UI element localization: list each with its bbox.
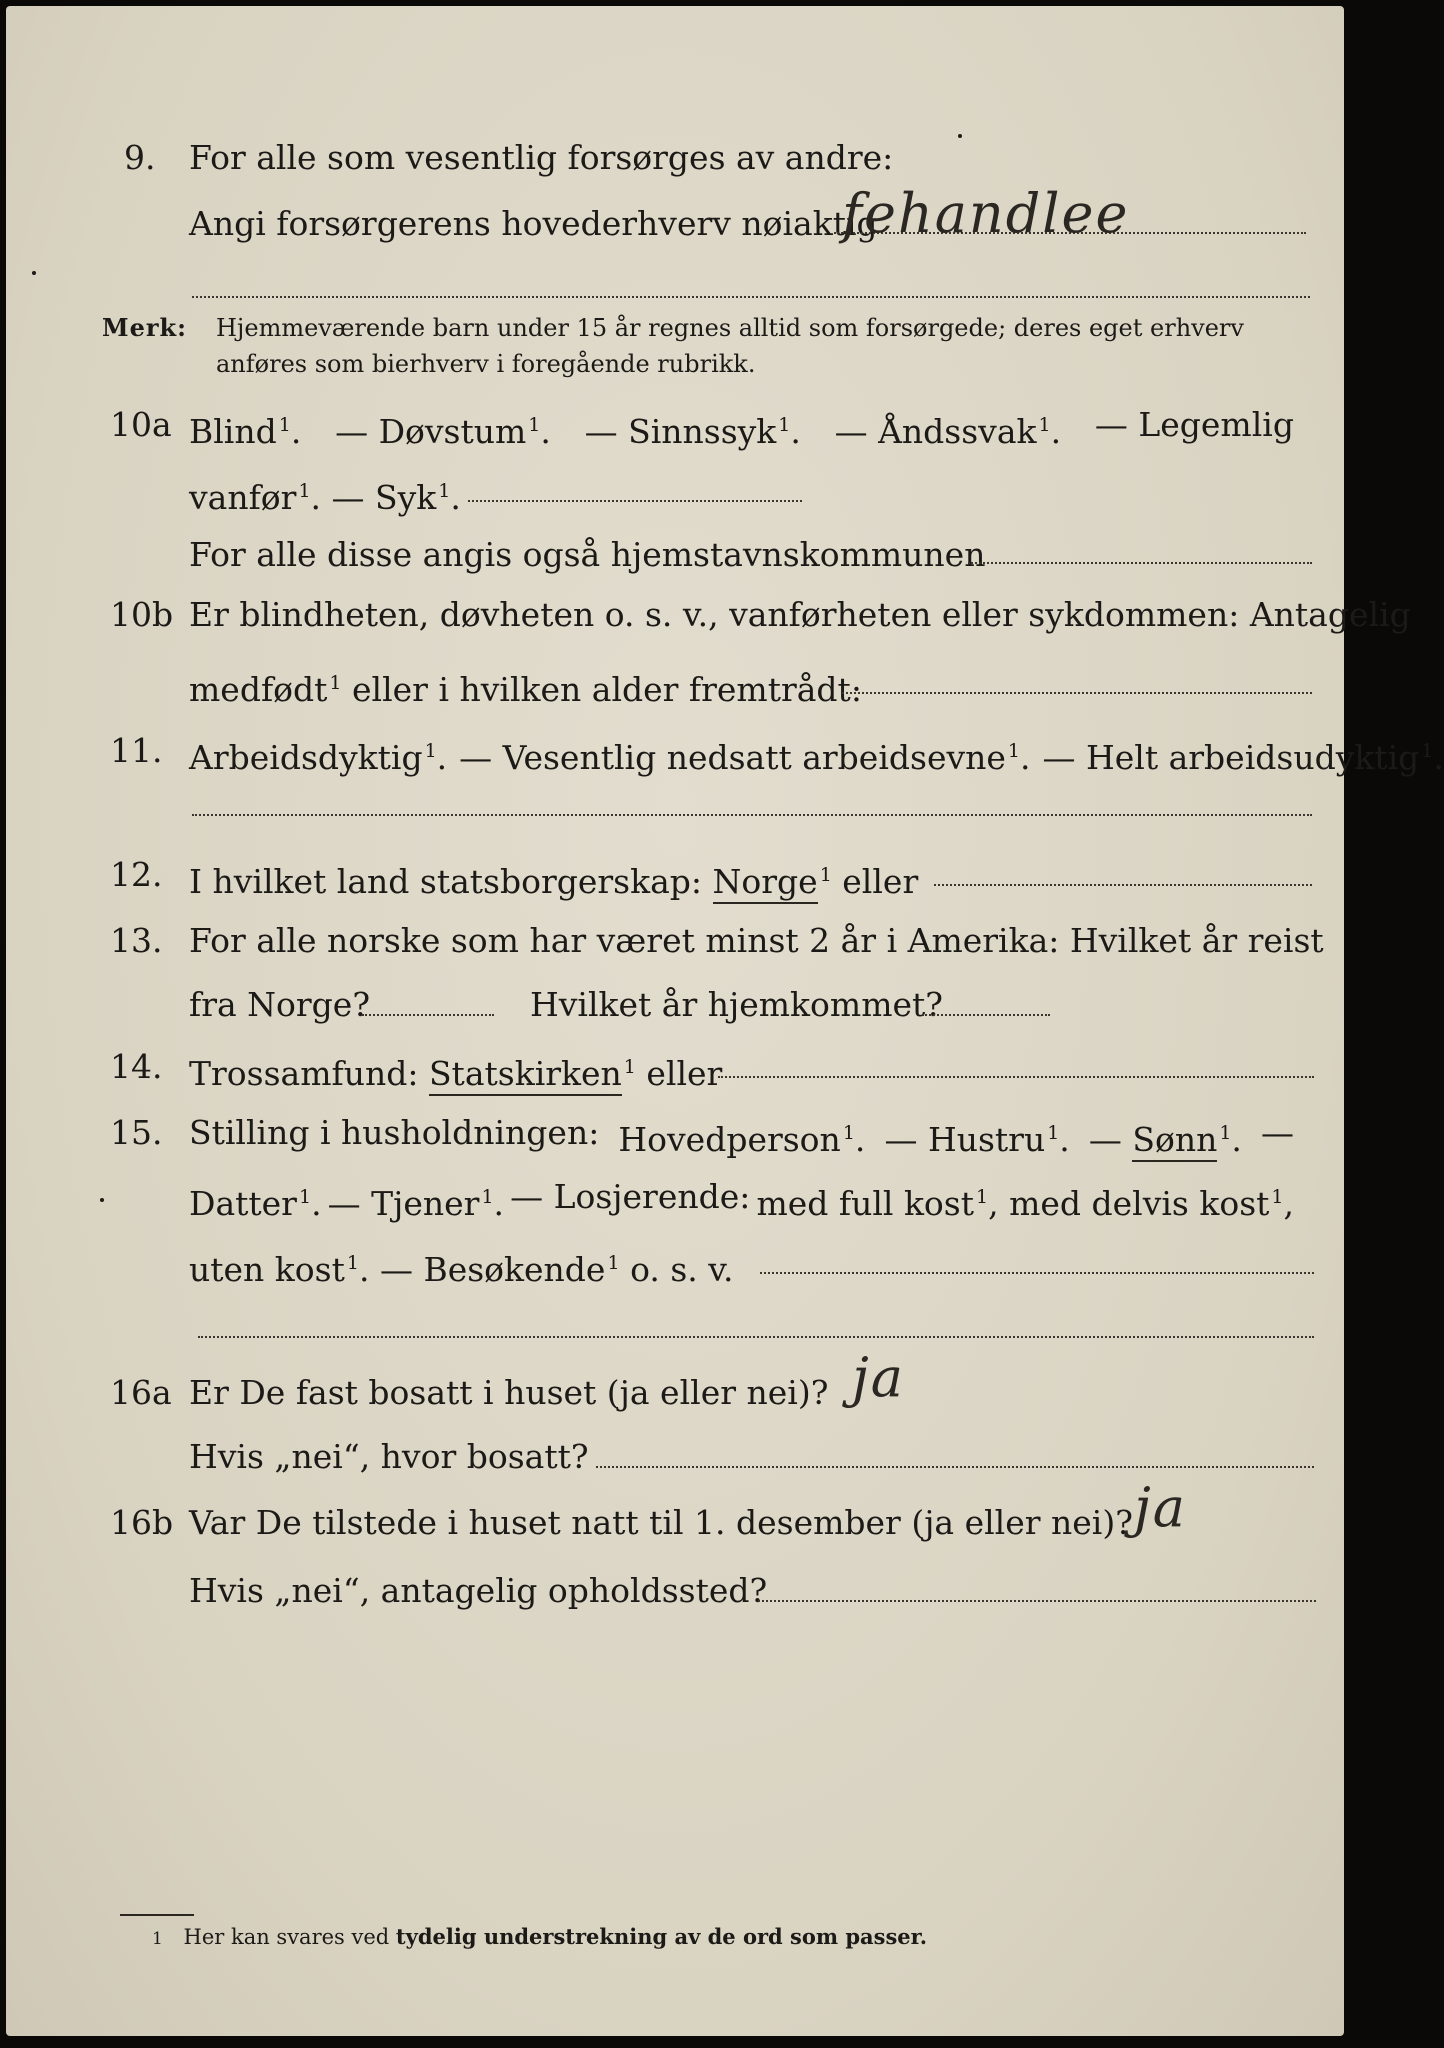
q10a-options [189, 400, 1294, 457]
q15-options-1: Stilling i husholdningen: Hovedperson $^1$. — Hustru $^1$. — Sønn $^1$. — [189, 1108, 1294, 1165]
q15-extra-line[interactable] [198, 1336, 1314, 1338]
merk-label: Merk: [102, 313, 187, 342]
q14-trossamfund-line[interactable] [718, 1076, 1314, 1078]
ink-speck [100, 1198, 104, 1202]
q10b-number: 10b [110, 595, 174, 634]
q16a-number: 16a [110, 1373, 172, 1412]
q10a-hjemstavn-line[interactable] [968, 562, 1312, 564]
q10b-line2 [6, 658, 1344, 708]
q15-line2 [6, 1172, 1344, 1222]
option-datter[interactable]: Datter $^1$. [189, 1184, 322, 1223]
option-blind[interactable]: Blind $^1$. [189, 412, 302, 451]
q16a-line2 [6, 1432, 1344, 1482]
q16b-number: 16b [110, 1503, 174, 1542]
q10b-text-2: medfødt $^1$ eller i hvilken alder fremtrådt: [189, 670, 862, 709]
q13-text-1: For alle norske som har været minst 2 år i Amerika: Hvilket år reist [189, 921, 1324, 960]
q16a-text-2: Hvis „nei“, hvor bosatt? [189, 1437, 589, 1476]
option-statskirken[interactable]: Statskirken $^1$ [429, 1054, 636, 1093]
q11-extra-line[interactable] [192, 814, 1312, 816]
q14-line [6, 1042, 1344, 1092]
q16b-handwritten-answer: ja [1134, 1476, 1187, 1539]
option-besokende[interactable]: — Besøkende $^1$ [379, 1250, 620, 1289]
q15-line1 [6, 1108, 1344, 1158]
q15-options-3: uten kost $^1$. — Besøkende $^1$ o. s. v. [189, 1250, 734, 1289]
option-arbeidsdyktig[interactable]: Arbeidsdyktig $^1$. [189, 738, 448, 777]
q9-text-1: For alle som vesentlig forsørges av andre: [189, 138, 894, 177]
q15-number: 15. [110, 1113, 163, 1152]
q13-number: 13. [110, 921, 163, 960]
q9-text-2: Angi forsørgerens hovederhverv nøiaktig [189, 204, 878, 243]
q11-number: 11. [110, 731, 163, 770]
option-nedsatt[interactable]: — Vesentlig nedsatt arbeidsevne $^1$. [459, 738, 1031, 777]
q11-line [6, 726, 1444, 777]
q16b-text-2: Hvis „nei“, antagelig opholdssted? [189, 1571, 768, 1610]
q10a-options-2 [189, 466, 461, 523]
q10a-line1 [6, 400, 1344, 450]
q13-text-2b: Hvilket år hjemkommet? [530, 985, 943, 1024]
option-tjener[interactable]: — Tjener $^1$. [327, 1184, 505, 1223]
q15-osv-line[interactable] [760, 1272, 1314, 1274]
q13-line2 [6, 980, 1344, 1030]
q14-text: Trossamfund: Statskirken $^1$ eller [189, 1042, 722, 1099]
merk-text-1: Hjemmeværende barn under 15 år regnes alltid som forsørgede; deres eget erhverv [216, 314, 1244, 342]
q10a-number: 10a [110, 405, 172, 444]
q15-line3 [6, 1238, 1344, 1288]
option-full-kost[interactable]: med full kost $^1$, med delvis kost $^1$, [756, 1184, 1294, 1223]
q16b-opholdssted-line[interactable] [758, 1600, 1316, 1602]
q16b-line2 [6, 1566, 1344, 1616]
q10a-text-3: For alle disse angis også hjemstavnskommunen [189, 535, 986, 574]
q9-extra-line[interactable] [192, 296, 1310, 298]
option-dovstum[interactable]: — Døvstum $^1$. [335, 412, 551, 451]
q12-land-line[interactable] [934, 884, 1312, 886]
q10a-syk-line[interactable] [468, 500, 802, 502]
q9-line1 [6, 133, 1344, 183]
option-syk[interactable]: — Syk $^1$. [331, 478, 461, 517]
option-medfodt[interactable]: medfødt $^1$ [189, 670, 342, 709]
option-norge[interactable]: Norge $^1$ [713, 862, 832, 901]
q12-line [6, 850, 1344, 900]
q9-handwritten-answer: fehandlee [842, 182, 1130, 245]
ink-speck [32, 271, 36, 275]
q13-text-2a: fra Norge? [189, 985, 371, 1024]
footnote-rule [120, 1914, 194, 1916]
option-sonn[interactable]: — Sønn $^1$. [1089, 1108, 1242, 1165]
q10a-line3 [6, 530, 1344, 580]
q14-number: 14. [110, 1047, 163, 1086]
q12-number: 12. [110, 855, 163, 894]
q12-text: I hvilket land statsborgerskap: Norge $^1$ eller [189, 850, 918, 907]
footnote-text-b: tydelig understrekning av de ord som passer. [395, 1924, 928, 1949]
option-uten-kost[interactable]: uten kost $^1$. [189, 1250, 370, 1289]
merk-text-2: anføres som bierhverv i foregående rubrikk. [216, 350, 756, 378]
option-andssvak[interactable]: — Åndssvak $^1$. [834, 412, 1062, 451]
q10b-line1 [6, 590, 1411, 640]
q15-options-2: Datter $^1$. — Tjener $^1$. — Losjerende: med full kost $^1$, med delvis kost $^1$, [189, 1172, 1294, 1229]
q10a-line2 [6, 466, 1344, 516]
option-vanfor[interactable]: vanfør $^1$. [189, 478, 322, 517]
footnote-mark: 1 [152, 1929, 163, 1949]
footnote-text-a: Her kan svares ved [183, 1925, 390, 1949]
q9-number: 9. [124, 138, 156, 177]
option-sinnssyk[interactable]: — Sinnssyk $^1$. [584, 412, 801, 451]
q16a-handwritten-answer: ja [852, 1346, 905, 1409]
q13-hjemkommet-line[interactable] [922, 1014, 1050, 1016]
q16a-line1 [6, 1368, 1344, 1418]
q9-line2 [6, 199, 1344, 249]
q16a-bosatt-line[interactable] [596, 1466, 1314, 1468]
q13-reist-line[interactable] [362, 1014, 494, 1016]
q16a-text-1: Er De fast bosatt i huset (ja eller nei)? [189, 1373, 829, 1412]
q10b-text-1: Er blindheten, døvheten o. s. v., vanførheten eller sykdommen: Antagelig [189, 595, 1411, 634]
option-legemlig[interactable]: — Legemlig [1094, 405, 1294, 444]
option-udyktig[interactable]: — Helt arbeidsudyktig $^1$. [1042, 738, 1444, 777]
option-hustru[interactable]: — Hustru $^1$. [884, 1120, 1070, 1159]
footnote [152, 1924, 927, 1949]
q10b-alder-line[interactable] [842, 692, 1312, 694]
option-hovedperson[interactable]: Hovedperson $^1$. [618, 1120, 866, 1159]
census-form-page [6, 6, 1444, 2036]
q11-options [189, 726, 1444, 783]
ink-speck [958, 134, 962, 138]
q13-line1 [6, 916, 1344, 966]
q16b-text-1: Var De tilstede i huset natt til 1. desember (ja eller nei)? [189, 1503, 1133, 1542]
